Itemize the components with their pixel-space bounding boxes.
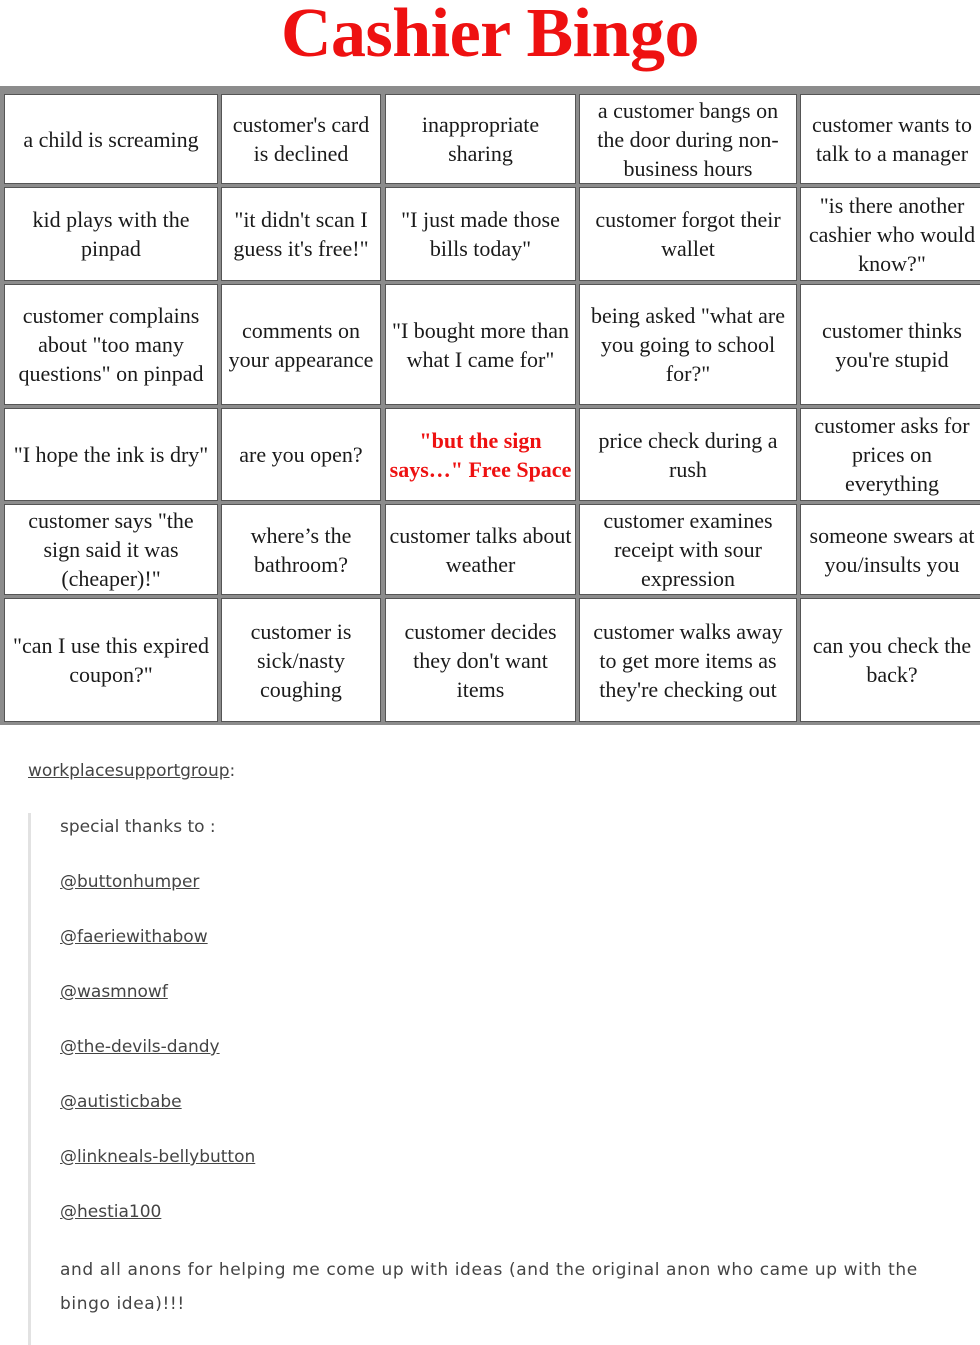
bingo-cell: customer says "the sign said it was (cheaper)!" — [4, 504, 218, 595]
bingo-cell: kid plays with the pinpad — [4, 187, 218, 281]
bingo-cell: inappropriate sharing — [385, 94, 576, 184]
bingo-cell: where’s the bathroom? — [221, 504, 381, 595]
bingo-cell: "I just made those bills today" — [385, 187, 576, 281]
closing-text: and all anons for helping me come up with ideas (and the original anon who came up with the bingo idea)!!! — [60, 1260, 918, 1314]
username-suffix: : — [229, 761, 236, 781]
bingo-cell: "can I use this expired coupon?" — [4, 598, 218, 722]
bingo-cell: customer complains about "too many questions" on pinpad — [4, 284, 218, 405]
mention-item — [60, 1202, 161, 1222]
bingo-cell: are you open? — [221, 408, 381, 501]
reblog-source — [28, 761, 235, 781]
mention-link[interactable]: @faeriewithabow — [60, 927, 208, 947]
bingo-cell: someone swears at you/insults you — [800, 504, 980, 595]
mention-link[interactable]: @hestia100 — [60, 1202, 162, 1222]
bingo-cell: "I hope the ink is dry" — [4, 408, 218, 501]
mention-item — [60, 872, 199, 892]
mention-item — [60, 1147, 255, 1167]
mention-link[interactable]: @linkneals-bellybutton — [60, 1147, 256, 1167]
mention-item — [60, 1092, 182, 1112]
bingo-cell: price check during a rush — [579, 408, 797, 501]
bingo-cell: customer examines receipt with sour expression — [579, 504, 797, 595]
mention-link[interactable]: @buttonhumper — [60, 872, 200, 892]
bingo-cell: customer's card is declined — [221, 94, 381, 184]
bingo-title: Cashier Bingo — [280, 0, 700, 72]
bingo-cell: customer decides they don't want items — [385, 598, 576, 722]
bingo-cell: customer thinks you're stupid — [800, 284, 980, 405]
bingo-cell: a customer bangs on the door during non-business hours — [579, 94, 797, 184]
bingo-cell: "is there another cashier who would know?" — [800, 187, 980, 281]
bingo-cell: customer wants to talk to a manager — [800, 94, 980, 184]
bingo-cell: customer walks away to get more items as they're checking out — [579, 598, 797, 722]
bingo-cell: customer is sick/nasty coughing — [221, 598, 381, 722]
post-body — [0, 725, 980, 1345]
free-space-cell: "but the sign says…" Free Space — [385, 408, 576, 501]
bingo-cell: customer forgot their wallet — [579, 187, 797, 281]
mention-link[interactable]: @the-devils-dandy — [60, 1037, 220, 1057]
bingo-cell: comments on your appearance — [221, 284, 381, 405]
mention-link[interactable]: @wasmnowf — [60, 982, 168, 1002]
bingo-cell: customer talks about weather — [385, 504, 576, 595]
bingo-cell: "I bought more than what I came for" — [385, 284, 576, 405]
bingo-cell: customer asks for prices on everything — [800, 408, 980, 501]
quote-bar — [28, 813, 31, 1345]
bingo-cell: "it didn't scan I guess it's free!" — [221, 187, 381, 281]
thanks-label: special thanks to : — [60, 817, 216, 837]
bingo-cell: a child is screaming — [4, 94, 218, 184]
mention-item — [60, 927, 208, 947]
bingo-cell: being asked "what are you going to school for?" — [579, 284, 797, 405]
mention-link[interactable]: @autisticbabe — [60, 1092, 182, 1112]
bingo-board — [0, 86, 980, 725]
bingo-cell: can you check the back? — [800, 598, 980, 722]
username-link[interactable]: workplacesupportgroup — [28, 761, 230, 781]
mention-item — [60, 1037, 220, 1057]
mention-item — [60, 982, 168, 1002]
